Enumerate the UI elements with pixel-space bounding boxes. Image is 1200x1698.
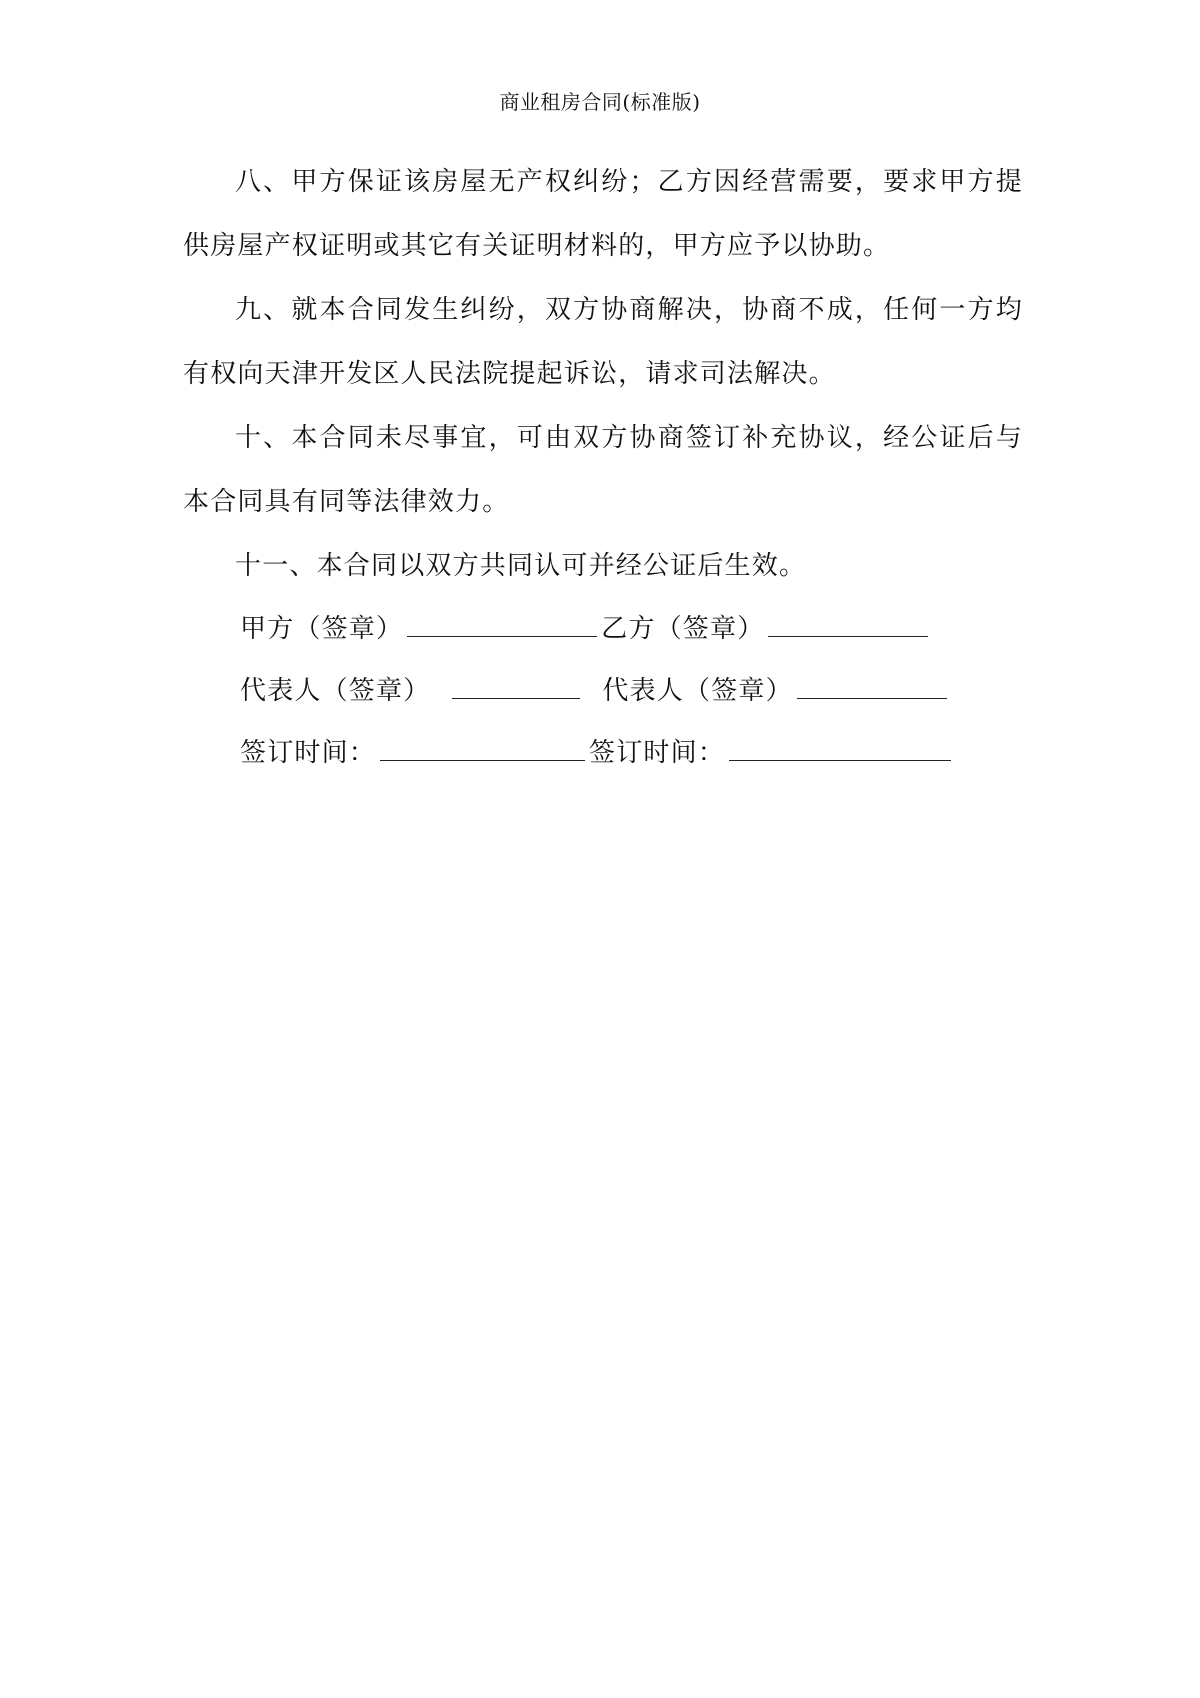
date-a-label: 签订时间： <box>240 738 377 768</box>
party-b-seal-label: 乙方（签章） <box>601 614 765 644</box>
signature-row-dates <box>183 722 1023 784</box>
page-header: 商业租房合同(标准版) <box>499 90 701 114</box>
date-b-blank <box>729 734 951 761</box>
date-a-blank <box>380 734 585 761</box>
clause-11: 十一、本合同以双方共同认可并经公证后生效。 <box>235 551 807 581</box>
rep-a-seal-label: 代表人（签章） <box>240 676 431 706</box>
clause-10: 十、本合同未尽事宜，可由双方协商签订补充协议，经公证后与本合同具有同等法律效力。 <box>183 423 1023 517</box>
document-body <box>183 150 1023 784</box>
signature-row-parties <box>183 598 1023 660</box>
date-b-label: 签订时间： <box>589 738 726 768</box>
rep-b-seal-blank <box>797 672 947 699</box>
rep-a-seal-blank <box>452 672 580 699</box>
party-a-seal-label: 甲方（签章） <box>240 614 404 644</box>
clause-8: 八、甲方保证该房屋无产权纠纷；乙方因经营需要，要求甲方提供房屋产权证明或其它有关证明材料的，甲方应予以协助。 <box>183 167 1023 261</box>
rep-b-seal-label: 代表人（签章） <box>602 676 793 706</box>
clause-9: 九、就本合同发生纠纷，双方协商解决，协商不成，任何一方均有权向天津开发区人民法院提起诉讼，请求司法解决。 <box>183 295 1023 389</box>
party-a-seal-blank <box>407 610 597 637</box>
party-b-seal-blank <box>768 610 928 637</box>
signature-row-representatives <box>183 660 1023 722</box>
